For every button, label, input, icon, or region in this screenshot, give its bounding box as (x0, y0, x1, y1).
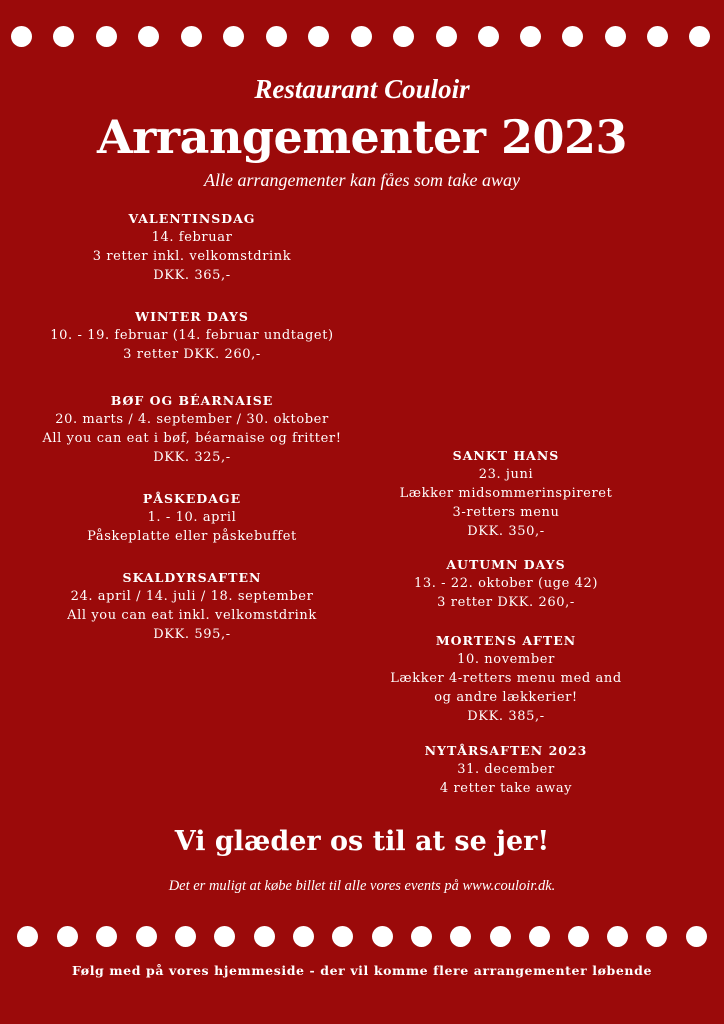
ticket-note: Det er muligt at købe billet til alle vores events på www.couloir.dk. (168, 878, 556, 894)
dot-decoration (478, 26, 499, 47)
dot-decoration (393, 26, 414, 47)
top-dot-border (0, 26, 724, 48)
dot-decoration (332, 926, 353, 947)
dot-decoration (138, 26, 159, 47)
event-line: 31. december (457, 762, 555, 777)
dot-decoration (646, 926, 667, 947)
event-paaskedage (22, 489, 362, 546)
event-line: 10. - 19. februar (14. februar undtaget) (50, 328, 334, 343)
event-line: 24. april / 14. juli / 18. september (70, 589, 314, 604)
event-line: 10. november (457, 652, 555, 667)
footer-text: Følg med på vores hjemmeside - der vil komme flere arrangementer løbende (71, 963, 652, 978)
event-title: WINTER DAYS (135, 309, 249, 324)
dot-decoration (689, 26, 710, 47)
event-line: Påskeplatte eller påskebuffet (87, 529, 297, 544)
event-title: NYTÅRSAFTEN 2023 (424, 743, 588, 758)
dot-decoration (647, 26, 668, 47)
dot-decoration (436, 26, 457, 47)
dot-decoration (529, 926, 550, 947)
dot-decoration (607, 926, 628, 947)
event-nytaarsaften (340, 741, 672, 798)
event-winter-days (22, 307, 362, 364)
event-title: VALENTINSDAG (128, 211, 256, 226)
dot-decoration (562, 26, 583, 47)
event-line: 4 retter take away (439, 781, 573, 796)
dot-decoration (372, 926, 393, 947)
dot-decoration (96, 26, 117, 47)
event-title: PÅSKEDAGE (142, 491, 242, 506)
dot-decoration (411, 926, 432, 947)
dot-decoration (96, 926, 117, 947)
event-title: SANKT HANS (452, 448, 560, 463)
dot-decoration (223, 26, 244, 47)
event-mortens-aften (340, 631, 672, 726)
dot-decoration (11, 26, 32, 47)
page-subtitle: Alle arrangementer kan fåes som take away (204, 170, 520, 190)
event-line: 20. marts / 4. september / 30. oktober (55, 412, 329, 427)
dot-decoration (181, 26, 202, 47)
restaurant-name: Restaurant Couloir (254, 74, 470, 104)
bottom-dot-border (0, 926, 724, 948)
event-line: DKK. 365,- (153, 268, 231, 283)
event-line: DKK. 385,- (467, 709, 545, 724)
event-line: DKK. 350,- (467, 524, 545, 539)
dot-decoration (605, 26, 626, 47)
dot-decoration (254, 926, 275, 947)
event-skaldyrsaften (22, 568, 362, 644)
event-line: 23. juni (478, 467, 534, 482)
dot-decoration (17, 926, 38, 947)
event-title: SKALDYRSAFTEN (122, 570, 262, 585)
closing-message: Vi glæder os til at se jer! (174, 826, 550, 857)
event-line: 3 retter inkl. velkomstdrink (92, 249, 292, 264)
event-line: All you can eat i bøf, béarnaise og fritter! (42, 431, 342, 446)
event-boef-og-bearnaise (22, 391, 362, 467)
event-line: 14. februar (151, 230, 233, 245)
event-title: BØF OG BÉARNAISE (110, 393, 274, 408)
event-title: AUTUMN DAYS (446, 557, 566, 572)
event-autumn-days (340, 555, 672, 612)
event-sankt-hans (340, 446, 672, 541)
dot-decoration (214, 926, 235, 947)
dot-decoration (293, 926, 314, 947)
event-line: Lækker midsommerinspireret (399, 486, 613, 501)
event-title: MORTENS AFTEN (435, 633, 577, 648)
dot-decoration (351, 26, 372, 47)
event-line: 3-retters menu (452, 505, 560, 520)
event-valentinsdag (22, 209, 362, 285)
dot-decoration (57, 926, 78, 947)
event-line: Lækker 4-retters menu med and (390, 671, 622, 686)
event-line: 13. - 22. oktober (uge 42) (413, 576, 599, 591)
dot-decoration (568, 926, 589, 947)
event-line: DKK. 595,- (153, 627, 231, 642)
event-line: DKK. 325,- (153, 450, 231, 465)
dot-decoration (266, 26, 287, 47)
page-title: Arrangementer 2023 (96, 110, 628, 164)
dot-decoration (490, 926, 511, 947)
event-line: 3 retter DKK. 260,- (437, 595, 575, 610)
dot-decoration (53, 26, 74, 47)
dot-decoration (308, 26, 329, 47)
event-line: og andre lækkerier! (434, 690, 578, 705)
dot-decoration (520, 26, 541, 47)
dot-decoration (175, 926, 196, 947)
event-line: All you can eat inkl. velkomstdrink (67, 608, 317, 623)
dot-decoration (686, 926, 707, 947)
event-line: 1. - 10. april (147, 510, 237, 525)
dot-decoration (136, 926, 157, 947)
dot-decoration (450, 926, 471, 947)
event-line: 3 retter DKK. 260,- (123, 347, 261, 362)
